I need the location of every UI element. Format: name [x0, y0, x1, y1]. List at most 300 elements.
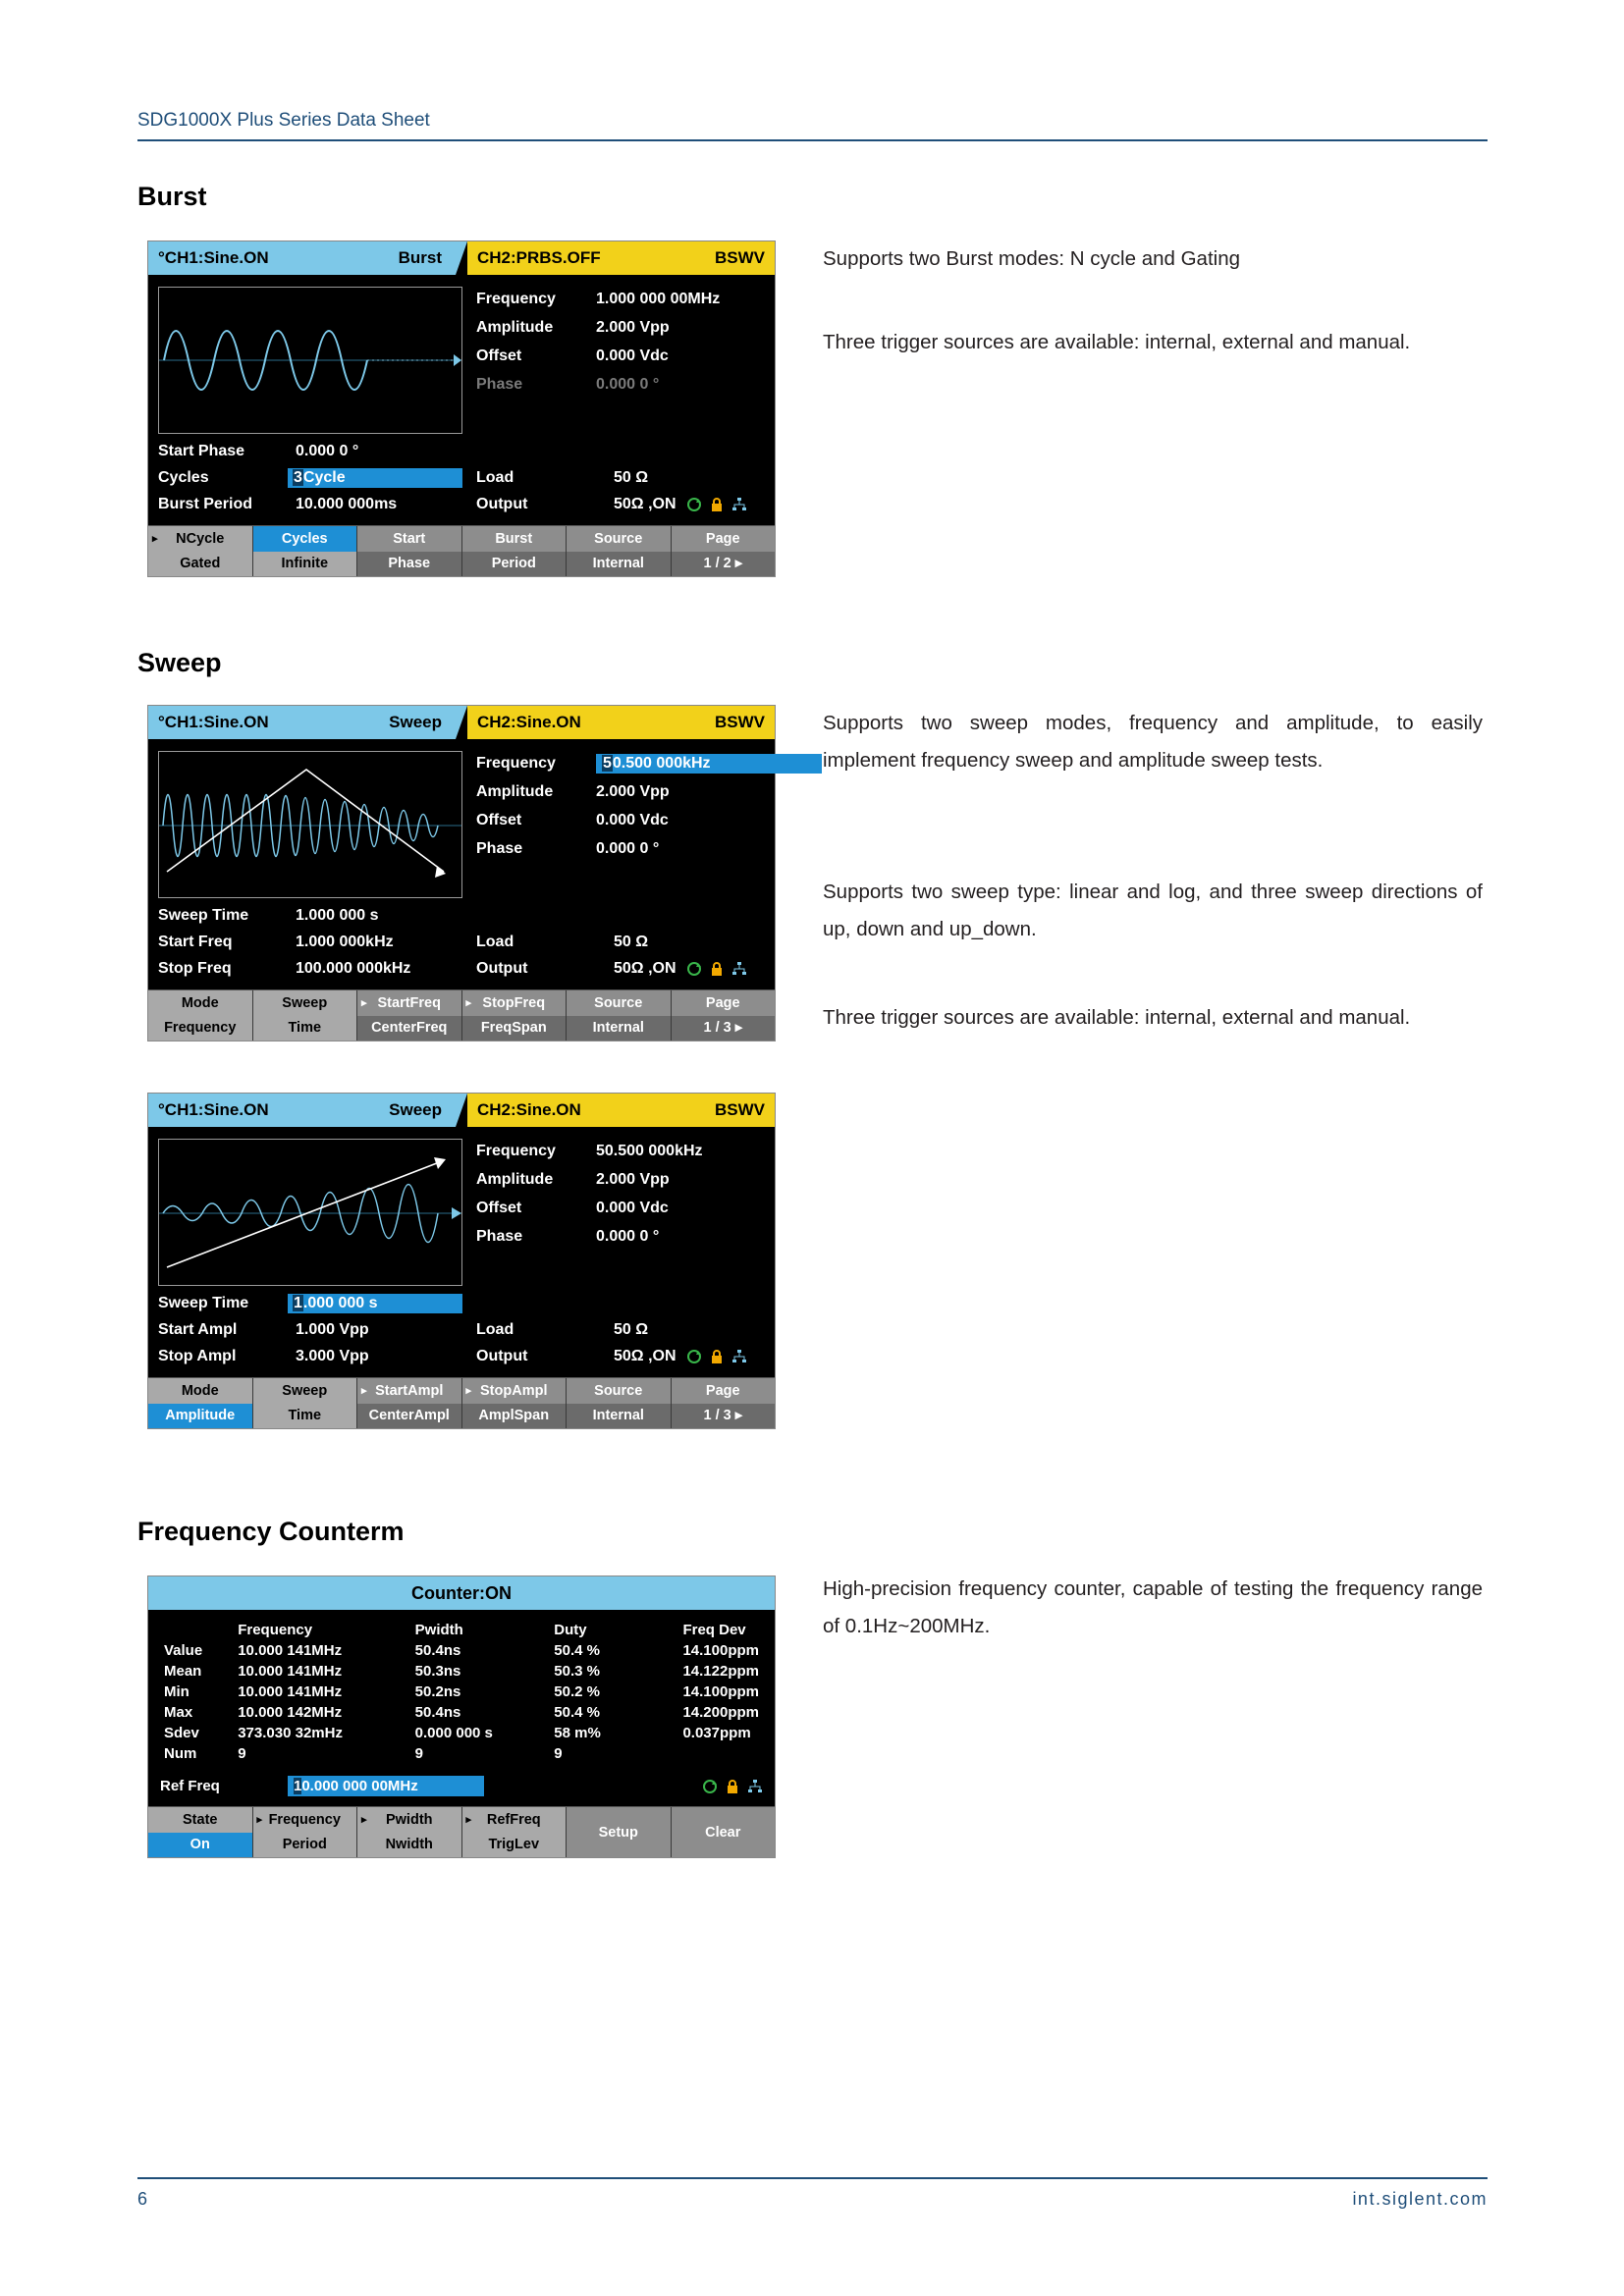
- burst-burst-period-value: 10.000 000ms: [296, 495, 398, 512]
- counter-row-mean-frequency: 10.000 141MHz: [238, 1663, 343, 1680]
- sweep1-softkey-bar: [148, 989, 775, 1041]
- sweep1-sweep-time-row[interactable]: [158, 902, 462, 929]
- sweep1-load-value: 50 Ω: [614, 933, 649, 950]
- counter-row-num-label: Num: [164, 1745, 197, 1762]
- sweep1-param-offset-label: Offset: [476, 811, 522, 828]
- counter-row-num-frequency: 9: [238, 1745, 246, 1762]
- sweep1-output-value: 50Ω ,ON: [614, 959, 677, 977]
- counter-col-pwidth: Pwidth: [414, 1622, 463, 1638]
- sweep2-topbar-notch: [456, 1094, 467, 1127]
- table-row: [160, 1682, 763, 1702]
- counter-softkey-state[interactable]: [148, 1807, 253, 1857]
- counter-col-0: [160, 1620, 234, 1640]
- burst-paragraph-1: Supports two Burst modes: N cycle and Gating: [823, 247, 1241, 270]
- burst-load-value: 50 Ω: [614, 468, 649, 486]
- burst-param-amplitude[interactable]: [476, 313, 775, 342]
- counter-status-icons: [702, 1779, 763, 1794]
- sweep2-softkey-sweeptime[interactable]: [253, 1378, 358, 1428]
- counter-softkey-state-bottom[interactable]: On: [148, 1833, 252, 1858]
- counter-row-mean-label: Mean: [164, 1663, 202, 1680]
- counter-softkey-setup-label[interactable]: Setup: [567, 1807, 671, 1857]
- sweep1-softkey-sweeptime-bottom[interactable]: Time: [253, 1016, 357, 1041]
- burst-cycles-text: Cycle: [302, 468, 346, 486]
- burst-softkey-burstperiod-top[interactable]: Burst: [462, 526, 567, 552]
- sweep2-ch2-status: [467, 1094, 775, 1127]
- counter-softkey-reffreq[interactable]: [462, 1807, 568, 1857]
- sweep1-main: [148, 739, 775, 898]
- header-divider: [137, 139, 1488, 141]
- sweep2-param-frequency[interactable]: [476, 1137, 775, 1165]
- burst-waveform-icon: [159, 288, 461, 433]
- counter-ref-freq-cursor: 1: [294, 1778, 302, 1794]
- sweep2-start-ampl-label: Start Ampl: [158, 1320, 238, 1338]
- sweep2-output-value: 50Ω ,ON: [614, 1347, 677, 1364]
- sweep2-param-offset-value: 0.000 Vdc: [596, 1199, 669, 1216]
- counter-softkey-pwidth[interactable]: [357, 1807, 462, 1857]
- lock-icon: [710, 1349, 724, 1364]
- counter-row-min-duty: 50.2 %: [554, 1683, 600, 1700]
- counter-softkey-bar: [148, 1806, 775, 1857]
- sweep-paragraph-1: Supports two sweep modes, frequency and amplitude, to easily implement frequency sweep and amplitude sweep tests.: [823, 712, 1483, 772]
- burst-softkey-cycles-top[interactable]: Cycles: [253, 526, 357, 552]
- burst-softkey-bar: [148, 525, 775, 576]
- counter-row-sdev-freqdev: 0.037ppm: [682, 1725, 751, 1741]
- burst-param-frequency[interactable]: [476, 285, 775, 313]
- sweep1-softkey-sweeptime[interactable]: [253, 990, 358, 1041]
- header-title: SDG1000X Plus Series Data Sheet: [137, 110, 430, 131]
- arrow-right-icon: ▸: [256, 1814, 263, 1827]
- arrow-right-icon: ▸: [361, 997, 367, 1010]
- section-title-counter: Frequency Counterm: [137, 1517, 405, 1546]
- burst-burst-period-row[interactable]: [158, 491, 462, 517]
- burst-softkey-ncycle-top[interactable]: ▸ NCycle: [148, 526, 252, 552]
- counter-row-max-frequency: 10.000 142MHz: [238, 1704, 343, 1721]
- counter-row-num-freqdev: [678, 1743, 763, 1764]
- sweep2-sweep-time-value[interactable]: [288, 1294, 462, 1313]
- burst-lower-params: [148, 434, 775, 525]
- counter-table-header: [160, 1620, 763, 1640]
- sweep2-softkey-mode[interactable]: [148, 1378, 253, 1428]
- sweep1-softkey-sweeptime-top[interactable]: Sweep: [253, 990, 357, 1016]
- burst-screen-topbar: [148, 241, 775, 275]
- burst-param-amplitude-label: Amplitude: [476, 318, 554, 336]
- counter-row-sdev-pwidth: 0.000 000 s: [414, 1725, 493, 1741]
- sweep2-softkey-bar: [148, 1377, 775, 1428]
- burst-output-value: 50Ω ,ON: [614, 495, 677, 512]
- sync-icon: [686, 961, 702, 977]
- counter-measurement-table: [148, 1610, 775, 1770]
- burst-cycles-value[interactable]: [288, 468, 462, 488]
- burst-param-phase-value: 0.000 0 °: [596, 375, 660, 393]
- sweep1-param-amplitude-value: 2.000 Vpp: [596, 782, 670, 800]
- network-icon: [731, 1349, 747, 1364]
- burst-start-phase-value: 0.000 0 °: [296, 442, 359, 459]
- sweep2-softkey-centerampl[interactable]: CenterAmpl: [357, 1404, 461, 1429]
- sweep1-softkey-page-top[interactable]: Page: [672, 990, 776, 1016]
- burst-softkey-source-bottom[interactable]: Internal: [567, 552, 671, 577]
- burst-start-phase-label: Start Phase: [158, 442, 245, 459]
- burst-spacer-row: [476, 438, 775, 464]
- sweep2-stop-ampl-value: 3.000 Vpp: [296, 1347, 369, 1364]
- sweep2-ch1-status: [148, 1094, 456, 1127]
- sweep1-lower-right: [462, 902, 775, 982]
- sweep1-param-offset[interactable]: [476, 806, 822, 834]
- burst-softkey-ncycle[interactable]: [148, 526, 253, 576]
- counter-softkey-state-top[interactable]: State: [148, 1807, 252, 1833]
- sweep-paragraph-3: Three trigger sources are available: internal, external and manual.: [823, 1006, 1411, 1029]
- counter-row-mean-pwidth: 50.3ns: [414, 1663, 461, 1680]
- counter-row-mean-freqdev: 14.122ppm: [682, 1663, 759, 1680]
- sweep2-param-frequency-value: 50.500 000kHz: [596, 1142, 703, 1159]
- sweep1-ch1-status: [148, 706, 456, 739]
- burst-screen: [147, 240, 776, 577]
- burst-param-offset[interactable]: [476, 342, 775, 370]
- sweep1-param-amplitude[interactable]: [476, 777, 822, 806]
- sync-icon: [686, 1349, 702, 1364]
- sweep1-waveform-frame: [158, 751, 462, 898]
- lock-icon: [726, 1779, 739, 1794]
- sweep1-ch1-mode: Sweep: [389, 713, 446, 732]
- burst-param-offset-value: 0.000 Vdc: [596, 347, 669, 364]
- sweep1-start-freq-label: Start Freq: [158, 933, 233, 950]
- section-title-sweep: Sweep: [137, 648, 222, 677]
- burst-cycles-label: Cycles: [158, 468, 209, 486]
- burst-softkey-startphase-bottom[interactable]: Phase: [357, 552, 461, 577]
- burst-softkey-source-top[interactable]: Source: [567, 526, 671, 552]
- network-icon: [731, 497, 747, 512]
- burst-softkey-startphase-top[interactable]: Start: [357, 526, 461, 552]
- sweep1-ch2-mode: BSWV: [715, 713, 765, 731]
- counter-paragraph-1: High-precision frequency counter, capable of testing the frequency range of 0.1Hz~200MHz.: [823, 1577, 1483, 1637]
- burst-param-frequency-value: 1.000 000 00MHz: [596, 290, 721, 307]
- sweep1-param-frequency-label: Frequency: [476, 754, 556, 772]
- sweep1-parameter-list: [462, 745, 822, 898]
- burst-topbar-notch: [456, 241, 467, 275]
- burst-paragraph-2: Three trigger sources are available: internal, external and manual.: [823, 331, 1411, 353]
- burst-ch1-status: [148, 241, 456, 275]
- sweep1-status-icons: [686, 961, 747, 977]
- counter-row-max-label: Max: [164, 1704, 193, 1721]
- table-row: [160, 1702, 763, 1723]
- sweep1-softkey-page-bottom[interactable]: 1 / 3 ▸: [672, 1016, 776, 1041]
- counter-softkey-frequency-top[interactable]: ▸ Frequency: [253, 1807, 357, 1833]
- sweep1-load-row[interactable]: [476, 929, 775, 955]
- sweep2-waveform-box: [158, 1139, 462, 1286]
- burst-burst-period-label: Burst Period: [158, 495, 253, 512]
- sweep2-softkey-page-top[interactable]: Page: [672, 1378, 776, 1404]
- burst-param-frequency-label: Frequency: [476, 290, 556, 307]
- counter-col-frequency: Frequency: [238, 1622, 313, 1638]
- counter-row-value-duty: 50.4 %: [554, 1642, 600, 1659]
- sweep1-ch1-label: °CH1:Sine.ON: [158, 713, 269, 731]
- counter-col-duty: Duty: [554, 1622, 587, 1638]
- sweep2-output-row[interactable]: [476, 1343, 775, 1369]
- counter-row-num-pwidth: 9: [414, 1745, 423, 1762]
- burst-lower-left: [158, 438, 462, 517]
- sweep2-ch2-label: CH2:Sine.ON: [477, 1100, 581, 1119]
- sweep2-ch1-mode: Sweep: [389, 1100, 446, 1120]
- counter-row-mean-duty: 50.3 %: [554, 1663, 600, 1680]
- counter-screen: [147, 1575, 776, 1858]
- counter-row-sdev-duty: 58 m%: [554, 1725, 601, 1741]
- arrow-right-icon: ▸: [361, 1814, 367, 1827]
- sweep2-load-value: 50 Ω: [614, 1320, 649, 1338]
- sweep2-load-label: Load: [476, 1320, 514, 1338]
- counter-softkey-nwidth[interactable]: Nwidth: [357, 1833, 461, 1858]
- counter-softkey-clear[interactable]: [672, 1807, 776, 1857]
- footer-website[interactable]: int.siglent.com: [1352, 2189, 1488, 2209]
- sweep1-param-phase-value: 0.000 0 °: [596, 839, 660, 857]
- lock-icon: [710, 497, 724, 512]
- sweep1-param-phase-label: Phase: [476, 839, 523, 857]
- sweep-paragraph-2: Supports two sweep type: linear and log, and three sweep directions of up, down and up_down.: [823, 881, 1483, 940]
- network-icon: [731, 961, 747, 977]
- sweep1-waveform-icon: [159, 752, 461, 898]
- burst-param-phase-label: Phase: [476, 375, 523, 393]
- table-row: [160, 1640, 763, 1661]
- sweep2-softkey-startampl[interactable]: [357, 1378, 462, 1428]
- counter-softkey-period[interactable]: Period: [253, 1833, 357, 1858]
- counter-row-min-pwidth: 50.2ns: [414, 1683, 461, 1700]
- sweep1-start-freq-value: 1.000 000kHz: [296, 933, 394, 950]
- sweep1-sweep-time-label: Sweep Time: [158, 906, 249, 924]
- sweep1-param-frequency[interactable]: [476, 749, 822, 777]
- sweep1-topbar: [148, 706, 775, 739]
- sync-icon: [686, 497, 702, 512]
- sweep1-softkey-startfreq-top[interactable]: ▸ StartFreq: [357, 990, 461, 1016]
- sweep1-spacer-row: [476, 902, 775, 929]
- sweep1-softkey-mode[interactable]: [148, 990, 253, 1041]
- arrow-right-icon: ▸: [465, 1814, 472, 1827]
- sweep2-output-label: Output: [476, 1347, 528, 1364]
- sweep1-softkey-startfreq[interactable]: [357, 990, 462, 1041]
- burst-status-icons: [686, 497, 747, 512]
- sweep2-lower-params: [148, 1286, 775, 1377]
- burst-output-row[interactable]: [476, 491, 775, 517]
- table-row: [160, 1743, 763, 1764]
- counter-row-value-frequency: 10.000 141MHz: [238, 1642, 343, 1659]
- burst-softkey-ncycle-bottom[interactable]: Gated: [148, 552, 252, 577]
- sync-icon: [702, 1779, 718, 1794]
- burst-screen-main: [148, 275, 775, 434]
- burst-output-label: Output: [476, 495, 528, 512]
- arrow-right-icon: ▸: [465, 997, 472, 1010]
- page-footer: [137, 2177, 1488, 2210]
- burst-ch1-mode: Burst: [399, 248, 446, 268]
- sweep1-output-label: Output: [476, 959, 528, 977]
- section-title-burst: Burst: [137, 182, 207, 211]
- burst-waveform-box: [158, 287, 462, 434]
- sweep2-param-phase-value: 0.000 0 °: [596, 1227, 660, 1245]
- burst-parameter-list: [462, 281, 775, 434]
- sweep1-output-row[interactable]: [476, 955, 775, 982]
- sweep2-param-amplitude[interactable]: [476, 1165, 775, 1194]
- sweep2-softkey-startampl-top[interactable]: ▸ StartAmpl: [357, 1378, 461, 1404]
- sweep2-softkey-page[interactable]: [672, 1378, 776, 1428]
- sweep1-softkey-centerfreq[interactable]: CenterFreq: [357, 1016, 461, 1041]
- sweep1-frequency-cursor: 5: [603, 754, 612, 772]
- sweep2-param-amplitude-value: 2.000 Vpp: [596, 1170, 670, 1188]
- counter-softkey-setup[interactable]: [567, 1807, 672, 1857]
- counter-row-sdev-frequency: 373.030 32mHz: [238, 1725, 343, 1741]
- counter-row-min-label: Min: [164, 1683, 189, 1700]
- burst-softkey-page-bottom[interactable]: 1 / 2 ▸: [672, 552, 776, 577]
- burst-softkey-startphase[interactable]: [357, 526, 462, 576]
- counter-row-min-frequency: 10.000 141MHz: [238, 1683, 343, 1700]
- counter-col-freqdev: Freq Dev: [682, 1622, 746, 1638]
- burst-waveform-frame: [158, 287, 462, 434]
- sweep2-start-ampl-row[interactable]: [158, 1316, 462, 1343]
- sweep2-param-phase[interactable]: [476, 1222, 775, 1251]
- counter-softkey-triglev[interactable]: TrigLev: [462, 1833, 567, 1858]
- sweep1-softkey-freqspan[interactable]: FreqSpan: [462, 1016, 567, 1041]
- burst-softkey-page[interactable]: [672, 526, 776, 576]
- burst-softkey-burstperiod-bottom[interactable]: Period: [462, 552, 567, 577]
- counter-row-value-freqdev: 14.100ppm: [682, 1642, 759, 1659]
- burst-ch2-mode: BSWV: [715, 248, 765, 267]
- counter-softkey-clear-label[interactable]: Clear: [672, 1807, 776, 1857]
- sweep1-waveform-box: [158, 751, 462, 898]
- sweep1-param-amplitude-label: Amplitude: [476, 782, 554, 800]
- sweep1-softkey-stopfreq-top[interactable]: ▸ StopFreq: [462, 990, 567, 1016]
- sweep1-lower-params: [148, 898, 775, 989]
- sweep2-lower-right: [462, 1290, 775, 1369]
- sweep1-lower-left: [158, 902, 462, 982]
- counter-softkey-frequency[interactable]: [253, 1807, 358, 1857]
- sweep2-stop-ampl-label: Stop Ampl: [158, 1347, 237, 1364]
- burst-softkey-source[interactable]: [567, 526, 672, 576]
- sweep2-lower-left: [158, 1290, 462, 1369]
- sweep2-ch1-label: °CH1:Sine.ON: [158, 1100, 269, 1119]
- sweep1-softkey-mode-top[interactable]: Mode: [148, 990, 252, 1016]
- burst-ch1-label: °CH1:Sine.ON: [158, 248, 269, 267]
- sweep1-topbar-notch: [456, 706, 467, 739]
- sweep1-start-freq-row[interactable]: [158, 929, 462, 955]
- burst-param-amplitude-value: 2.000 Vpp: [596, 318, 670, 336]
- sweep2-ch2-mode: BSWV: [715, 1100, 765, 1119]
- network-icon: [747, 1779, 763, 1794]
- burst-softkey-burstperiod[interactable]: [462, 526, 568, 576]
- burst-param-offset-label: Offset: [476, 347, 522, 364]
- burst-ch2-status: [467, 241, 775, 275]
- sweep1-param-frequency-value[interactable]: [596, 754, 822, 774]
- sweep2-sweep-time-cursor: 1: [294, 1294, 302, 1311]
- burst-load-label: Load: [476, 468, 514, 486]
- sweep2-waveform-frame: [158, 1139, 462, 1286]
- burst-lower-right: [462, 438, 775, 517]
- sweep2-param-offset[interactable]: [476, 1194, 775, 1222]
- counter-table: [160, 1620, 763, 1764]
- counter-row-min-freqdev: 14.100ppm: [682, 1683, 759, 1700]
- sweep2-softkey-sweeptime-bottom[interactable]: Time: [253, 1404, 357, 1429]
- burst-cycles-cursor: 3: [294, 468, 302, 486]
- sweep2-softkey-amplspan[interactable]: AmplSpan: [462, 1404, 567, 1429]
- sweep2-softkey-mode-bottom[interactable]: Amplitude: [148, 1404, 252, 1429]
- counter-ref-freq-value[interactable]: [288, 1776, 484, 1796]
- sweep1-sweep-time-value: 1.000 000 s: [296, 906, 379, 924]
- sweep2-softkey-source-bottom[interactable]: Internal: [567, 1404, 671, 1429]
- page-header: [137, 110, 1488, 141]
- sweep1-stop-freq-label: Stop Freq: [158, 959, 232, 977]
- burst-softkey-page-top[interactable]: Page: [672, 526, 776, 552]
- sweep1-softkey-source-top[interactable]: Source: [567, 990, 671, 1016]
- counter-ref-freq-text: 0.000 000 00MHz: [301, 1778, 418, 1794]
- counter-ref-freq-row[interactable]: [148, 1770, 775, 1806]
- counter-row-value-pwidth: 50.4ns: [414, 1642, 461, 1659]
- sweep1-stop-freq-row[interactable]: [158, 955, 462, 982]
- page-number: 6: [137, 2189, 148, 2209]
- burst-param-phase[interactable]: [476, 370, 775, 399]
- burst-softkey-cycles-bottom[interactable]: Infinite: [253, 552, 357, 577]
- sweep2-parameter-list: [462, 1133, 775, 1286]
- sweep2-sweep-time-label: Sweep Time: [158, 1294, 249, 1311]
- burst-cycles-row[interactable]: [158, 464, 462, 491]
- sweep2-softkey-stopampl-top[interactable]: ▸ StopAmpl: [462, 1378, 567, 1404]
- sweep2-param-frequency-label: Frequency: [476, 1142, 556, 1159]
- sweep1-softkey-mode-bottom[interactable]: Frequency: [148, 1016, 252, 1041]
- counter-row-max-pwidth: 50.4ns: [414, 1704, 461, 1721]
- sweep1-frequency-text: 0.500 000kHz: [612, 754, 711, 772]
- sweep2-softkey-mode-top[interactable]: Mode: [148, 1378, 252, 1404]
- sweep-screen-frequency: [147, 705, 776, 1041]
- sweep2-status-icons: [686, 1349, 747, 1364]
- sweep2-softkey-source-top[interactable]: Source: [567, 1378, 671, 1404]
- burst-start-phase-row[interactable]: [158, 438, 462, 464]
- table-row: [160, 1661, 763, 1682]
- arrow-right-icon: ▸: [361, 1385, 367, 1398]
- burst-load-row[interactable]: [476, 464, 775, 491]
- counter-ref-freq-label: Ref Freq: [160, 1778, 220, 1794]
- sweep2-topbar: [148, 1094, 775, 1127]
- sweep2-sweep-time-text: .000 000 s: [302, 1294, 378, 1311]
- sweep2-stop-ampl-row[interactable]: [158, 1343, 462, 1369]
- sweep1-softkey-source-bottom[interactable]: Internal: [567, 1016, 671, 1041]
- sweep1-param-offset-value: 0.000 Vdc: [596, 811, 669, 828]
- sweep2-param-offset-label: Offset: [476, 1199, 522, 1216]
- sweep2-softkey-stopampl[interactable]: [462, 1378, 568, 1428]
- counter-row-max-freqdev: 14.200ppm: [682, 1704, 759, 1721]
- sweep2-softkey-source[interactable]: [567, 1378, 672, 1428]
- sweep1-param-phase[interactable]: [476, 834, 822, 863]
- table-row: [160, 1723, 763, 1743]
- sweep2-softkey-page-bottom[interactable]: 1 / 3 ▸: [672, 1404, 776, 1429]
- sweep2-spacer-row: [476, 1290, 775, 1316]
- counter-row-value-label: Value: [164, 1642, 203, 1659]
- counter-title-bar: Counter:ON: [148, 1576, 775, 1610]
- counter-softkey-pwidth-top[interactable]: ▸ Pwidth: [357, 1807, 461, 1833]
- sweep2-param-amplitude-label: Amplitude: [476, 1170, 554, 1188]
- sweep1-softkey-page[interactable]: [672, 990, 776, 1041]
- sweep2-waveform-icon: [159, 1140, 461, 1286]
- sweep1-softkey-stopfreq[interactable]: [462, 990, 568, 1041]
- sweep1-load-label: Load: [476, 933, 514, 950]
- sweep2-main: [148, 1127, 775, 1286]
- sweep2-load-row[interactable]: [476, 1316, 775, 1343]
- sweep2-softkey-sweeptime-top[interactable]: Sweep: [253, 1378, 357, 1404]
- counter-row-max-duty: 50.4 %: [554, 1704, 600, 1721]
- counter-row-sdev-label: Sdev: [164, 1725, 199, 1741]
- sweep1-ch2-status: [467, 706, 775, 739]
- sweep2-sweep-time-row[interactable]: [158, 1290, 462, 1316]
- burst-softkey-cycles[interactable]: [253, 526, 358, 576]
- sweep1-softkey-source[interactable]: [567, 990, 672, 1041]
- counter-softkey-reffreq-top[interactable]: ▸ RefFreq: [462, 1807, 567, 1833]
- arrow-right-icon: ▸: [465, 1385, 472, 1398]
- sweep1-stop-freq-value: 100.000 000kHz: [296, 959, 411, 977]
- sweep2-start-ampl-value: 1.000 Vpp: [296, 1320, 369, 1338]
- burst-ch2-label: CH2:PRBS.OFF: [477, 248, 601, 267]
- lock-icon: [710, 961, 724, 977]
